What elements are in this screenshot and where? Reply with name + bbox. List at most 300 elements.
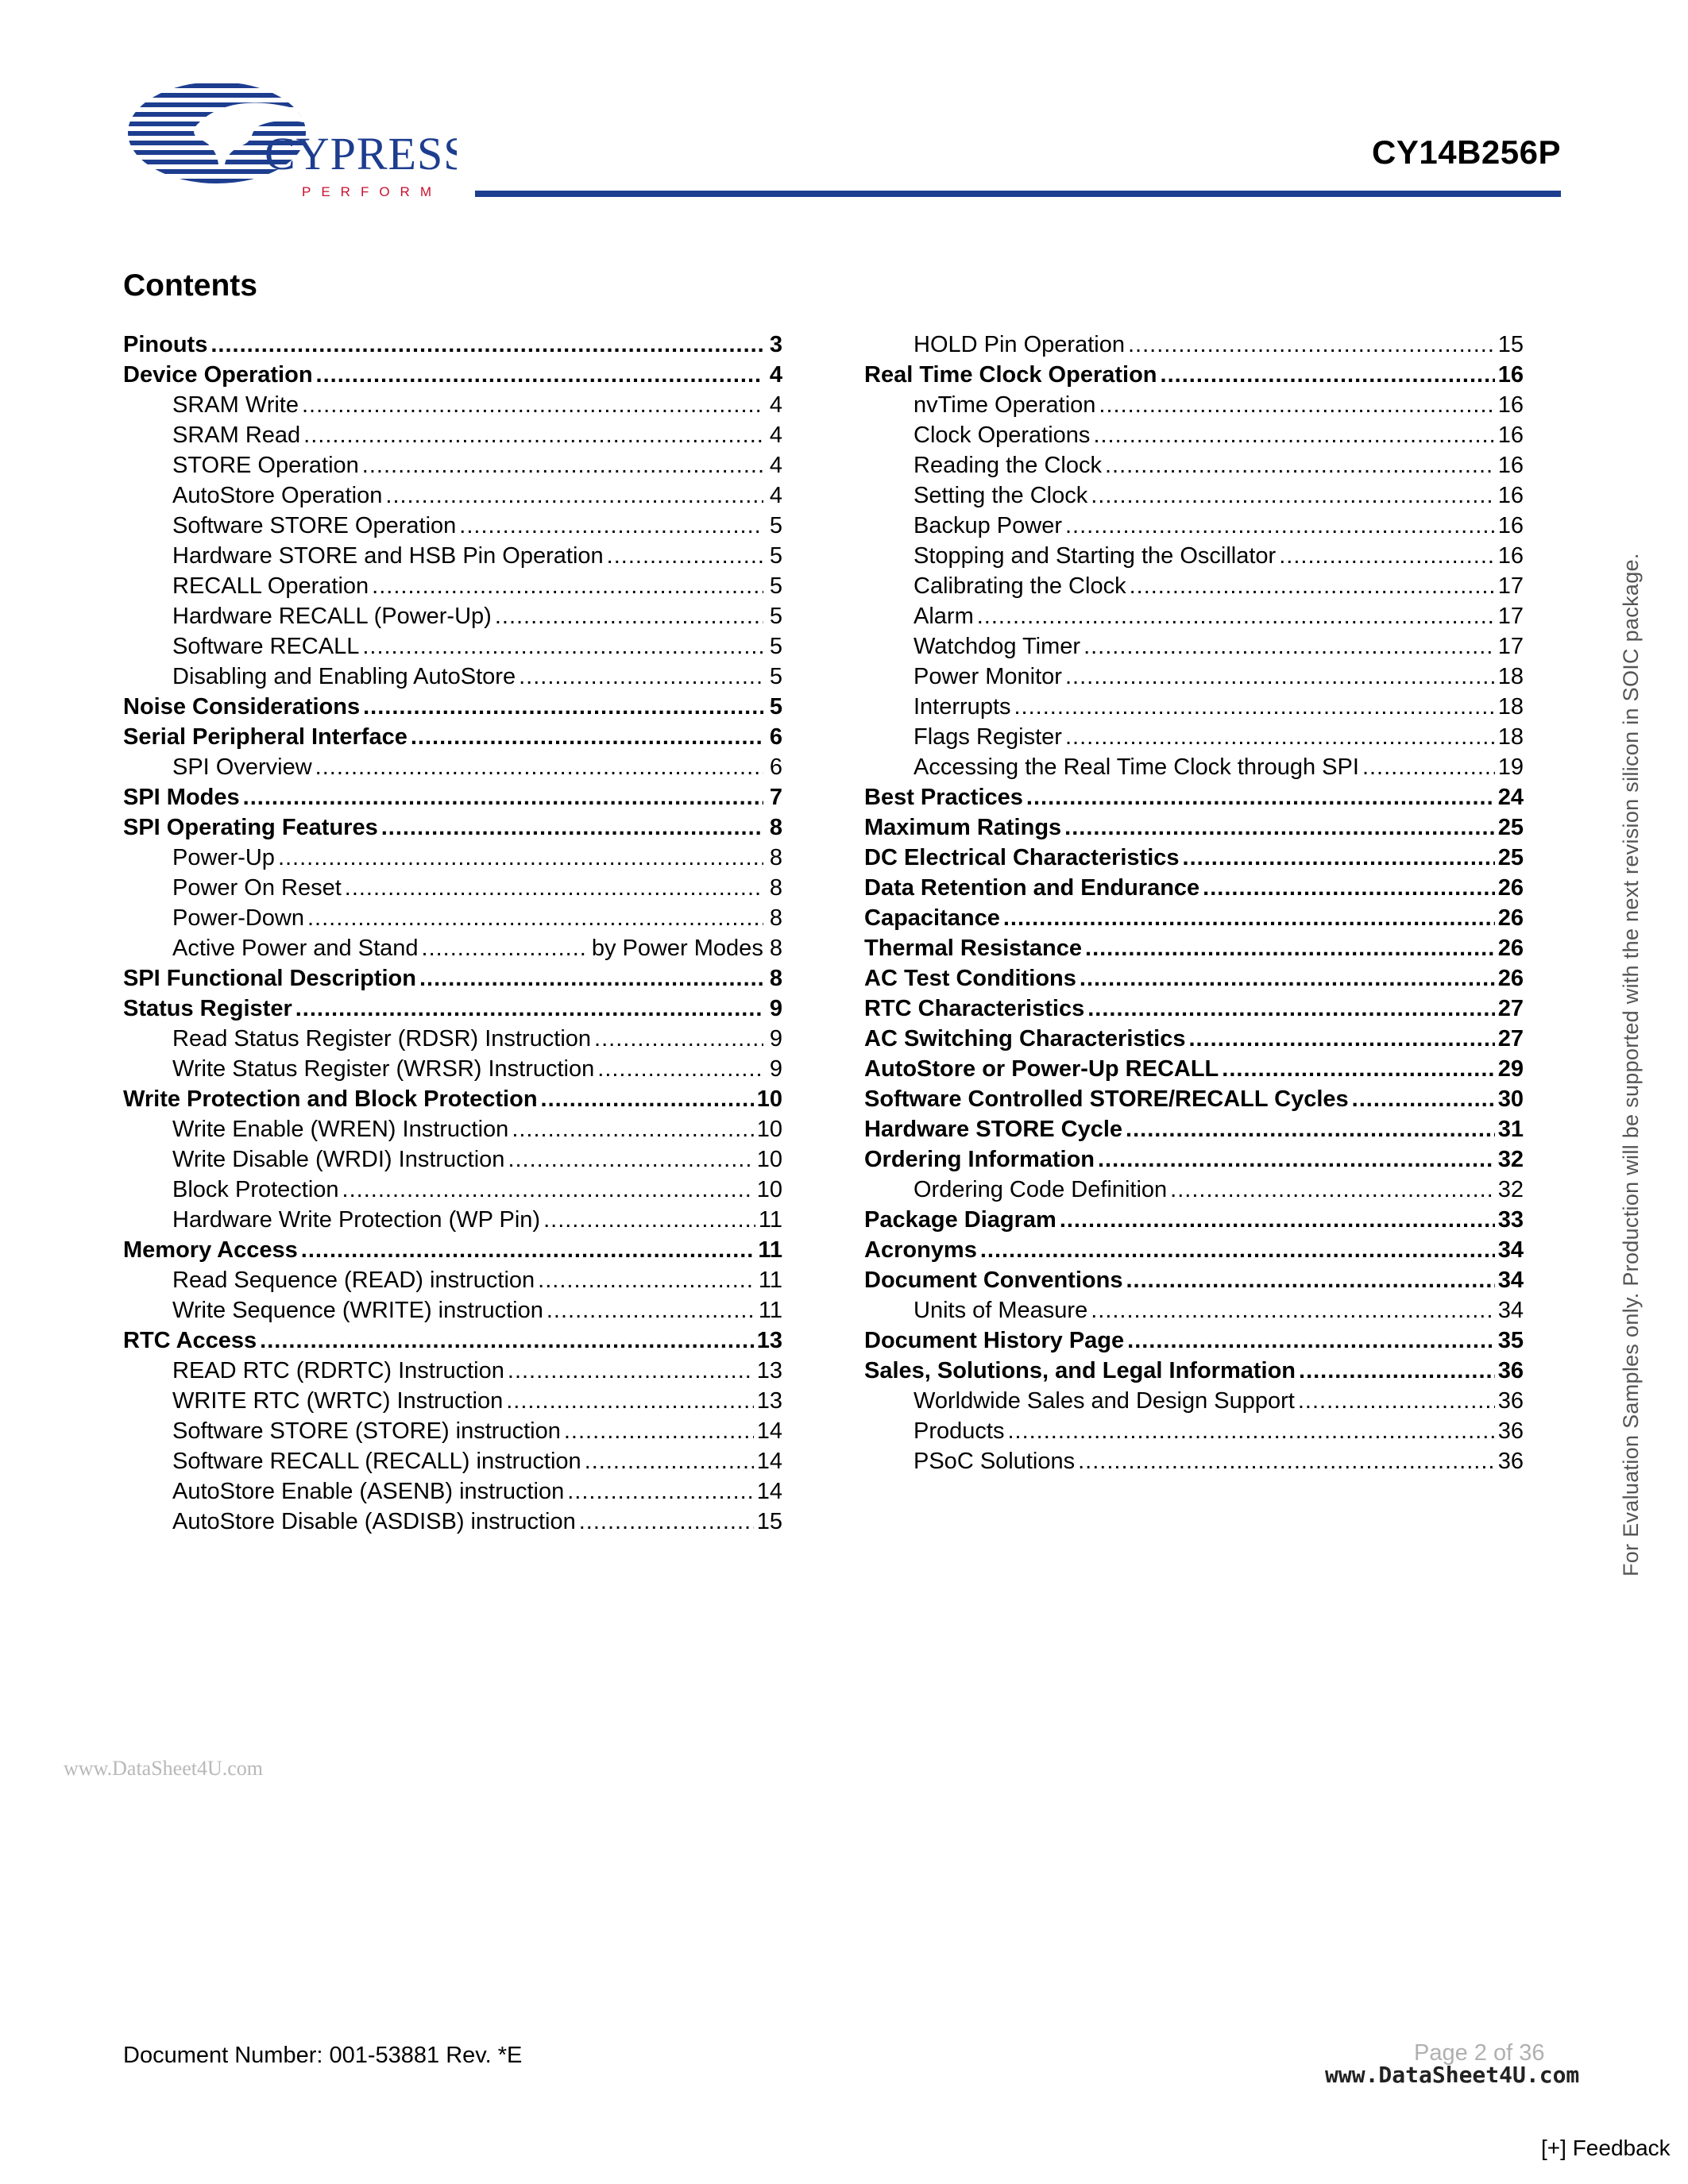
toc-entry-page: 32 <box>1497 1177 1524 1202</box>
toc-subsection-entry[interactable] <box>123 631 782 662</box>
toc-entry-page: 16 <box>1497 543 1524 569</box>
toc-dot-leader <box>342 1175 754 1205</box>
toc-dot-leader <box>585 1446 754 1476</box>
toc-subsection-entry[interactable] <box>123 571 782 601</box>
toc-entry-title: Hardware STORE Cycle <box>864 1117 1123 1142</box>
toc-entry-page: 16 <box>1497 483 1524 508</box>
toc-dot-leader <box>579 1507 754 1537</box>
toc-entry-title: DC Electrical Characteristics <box>864 845 1180 870</box>
toc-entry-page: 36 <box>1497 1388 1524 1414</box>
toc-dot-leader <box>1203 873 1495 903</box>
toc-dot-leader <box>597 1054 763 1084</box>
toc-subsection-entry[interactable] <box>864 1295 1524 1325</box>
toc-entry-page: 17 <box>1497 604 1524 629</box>
toc-section-entry[interactable] <box>123 692 782 722</box>
toc-left-column <box>123 330 782 1537</box>
toc-dot-leader <box>1098 1144 1495 1175</box>
toc-dot-leader <box>1362 752 1495 782</box>
toc-subsection-entry[interactable] <box>123 1144 782 1175</box>
toc-entry-page: 10 <box>756 1117 782 1142</box>
toc-dot-leader <box>607 541 763 571</box>
toc-entry-title: Memory Access <box>123 1237 298 1263</box>
cypress-logo <box>123 75 457 210</box>
toc-entry-page: 3 <box>769 332 782 357</box>
toc-dot-leader <box>1183 843 1495 873</box>
toc-dot-leader <box>1078 1446 1495 1476</box>
toc-dot-leader <box>211 330 763 360</box>
footer-watermark-link[interactable]: www.DataSheet4U.com <box>1325 2062 1580 2088</box>
toc-entry-page: 10 <box>756 1177 782 1202</box>
cypress-globe-icon <box>123 75 457 210</box>
toc-entry-page: 17 <box>1497 573 1524 599</box>
toc-entry-title: Acronyms <box>864 1237 977 1263</box>
toc-entry-page: 13 <box>756 1388 782 1414</box>
toc-entry-page: 11 <box>758 1207 782 1233</box>
toc-entry-page: 5 <box>769 604 782 629</box>
toc-section-entry[interactable] <box>864 843 1524 873</box>
toc-subsection-entry[interactable] <box>864 571 1524 601</box>
toc-dot-leader <box>1091 1295 1495 1325</box>
toc-entry-title: Write Sequence (WRITE) instruction <box>172 1298 543 1323</box>
toc-entry-page: 4 <box>769 362 782 388</box>
toc-section-entry[interactable] <box>864 1114 1524 1144</box>
toc-dot-leader <box>1299 1356 1495 1386</box>
toc-dot-leader <box>1007 1416 1494 1446</box>
toc-dot-leader <box>295 994 763 1024</box>
toc-entry-page: 18 <box>1497 694 1524 720</box>
toc-dot-leader <box>315 752 763 782</box>
toc-subsection-entry[interactable] <box>864 511 1524 541</box>
toc-section-entry[interactable] <box>864 1356 1524 1386</box>
toc-entry-title: Device Operation <box>123 362 313 388</box>
toc-entry-title: Reading the Clock <box>914 453 1102 478</box>
toc-section-entry[interactable] <box>864 1144 1524 1175</box>
toc-entry-page: 5 <box>769 664 782 689</box>
toc-subsection-entry[interactable] <box>123 450 782 480</box>
toc-entry-page: 31 <box>1497 1117 1524 1142</box>
toc-dot-leader <box>1105 450 1495 480</box>
toc-entry-page: 11 <box>758 1298 782 1323</box>
toc-entry-title: Software Controlled STORE/RECALL Cycles <box>864 1086 1349 1112</box>
toc-entry-page: 26 <box>1497 936 1524 961</box>
toc-dot-leader <box>1161 360 1495 390</box>
toc-entry-title: RTC Access <box>123 1328 257 1353</box>
evaluation-side-note: For Evaluation Samples only. Production will be supported with the next revision silicon in SOIC package. <box>1619 553 1643 1576</box>
toc-entry-page: 16 <box>1497 453 1524 478</box>
toc-dot-leader <box>538 1265 755 1295</box>
toc-entry-title: Ordering Code Definition <box>914 1177 1168 1202</box>
toc-entry-title: Flags Register <box>914 724 1062 750</box>
toc-dot-leader <box>1026 782 1495 812</box>
toc-dot-leader <box>1087 994 1495 1024</box>
toc-entry-title: STORE Operation <box>172 453 359 478</box>
toc-dot-leader <box>1065 722 1495 752</box>
toc-entry-title: AutoStore or Power-Up RECALL <box>864 1056 1219 1082</box>
toc-dot-leader <box>316 360 763 390</box>
toc-entry-page: 5 <box>769 634 782 659</box>
toc-dot-leader <box>506 1386 754 1416</box>
toc-dot-leader <box>372 571 763 601</box>
toc-section-entry[interactable] <box>123 812 782 843</box>
toc-entry-title: Watchdog Timer <box>914 634 1081 659</box>
toc-entry-page: 27 <box>1497 1026 1524 1051</box>
toc-entry-page: 34 <box>1497 1298 1524 1323</box>
toc-entry-title: HOLD Pin Operation <box>914 332 1125 357</box>
toc-section-entry[interactable] <box>864 903 1524 933</box>
toc-dot-leader <box>302 390 763 420</box>
toc-entry-page: 10 <box>756 1147 782 1172</box>
toc-entry-page: 5 <box>769 513 782 538</box>
toc-entry-title: Setting the Clock <box>914 483 1088 508</box>
toc-entry-title: Data Retention and Endurance <box>864 875 1200 901</box>
toc-section-entry[interactable] <box>864 812 1524 843</box>
toc-entry-title: Noise Considerations <box>123 694 361 720</box>
toc-entry-title: Read Status Register (RDSR) Instruction <box>172 1026 592 1051</box>
toc-entry-page: 16 <box>1497 423 1524 448</box>
toc-subsection-entry[interactable] <box>864 450 1524 480</box>
toc-section-entry[interactable] <box>864 873 1524 903</box>
toc-section-entry[interactable] <box>123 994 782 1024</box>
toc-entry-page: 11 <box>758 1268 782 1293</box>
toc-entry-page: 36 <box>1497 1418 1524 1444</box>
toc-entry-page: 14 <box>756 1418 782 1444</box>
toc-entry-page: 5 <box>769 573 782 599</box>
toc-subsection-entry[interactable] <box>123 1114 782 1144</box>
toc-entry-page: 18 <box>1497 724 1524 750</box>
toc-subsection-entry[interactable] <box>864 420 1524 450</box>
toc-dot-leader <box>1093 420 1494 450</box>
toc-right-column <box>864 330 1524 1476</box>
toc-dot-leader <box>543 1205 755 1235</box>
logo-tagline-text: PERFORM <box>302 184 442 199</box>
toc-entry-title: SPI Overview <box>172 754 312 780</box>
toc-section-entry[interactable] <box>864 963 1524 994</box>
toc-subsection-entry[interactable] <box>864 662 1524 692</box>
toc-entry-title: Power Monitor <box>914 664 1062 689</box>
toc-section-entry[interactable] <box>864 1084 1524 1114</box>
toc-dot-leader <box>1080 963 1495 994</box>
toc-entry-title: Hardware Write Protection (WP Pin) <box>172 1207 541 1233</box>
toc-entry-page: 24 <box>1497 785 1524 810</box>
toc-dot-leader <box>422 933 589 963</box>
toc-dot-leader <box>1014 692 1495 722</box>
toc-subsection-entry[interactable] <box>123 601 782 631</box>
toc-entry-page: 25 <box>1497 815 1524 840</box>
toc-subsection-entry[interactable] <box>123 873 782 903</box>
toc-dot-leader <box>363 692 763 722</box>
toc-dot-leader <box>564 1416 754 1446</box>
toc-section-entry[interactable] <box>123 330 782 360</box>
toc-entry-title: AC Switching Characteristics <box>864 1026 1186 1051</box>
toc-entry-page: 36 <box>1497 1449 1524 1474</box>
toc-entry-page: 18 <box>1497 664 1524 689</box>
toc-section-entry[interactable] <box>864 1054 1524 1084</box>
toc-dot-leader <box>567 1476 753 1507</box>
toc-entry-page: 8 <box>769 966 782 991</box>
toc-subsection-entry[interactable] <box>123 1175 782 1205</box>
toc-dot-leader <box>508 1144 753 1175</box>
toc-entry-page: 10 <box>756 1086 782 1112</box>
document-id: CY14B256P <box>1372 133 1561 171</box>
toc-entry-title: AC Test Conditions <box>864 966 1076 991</box>
toc-entry-title: Serial Peripheral Interface <box>123 724 408 750</box>
toc-entry-page: 4 <box>769 483 782 508</box>
toc-subsection-entry[interactable] <box>123 1024 782 1054</box>
toc-section-entry[interactable] <box>864 1205 1524 1235</box>
toc-dot-leader <box>362 450 763 480</box>
toc-dot-leader <box>594 1024 763 1054</box>
toc-subsection-entry[interactable] <box>864 1386 1524 1416</box>
toc-entry-title: Interrupts <box>914 694 1011 720</box>
toc-dot-leader <box>1170 1175 1495 1205</box>
toc-entry-title: AutoStore Operation <box>172 483 383 508</box>
toc-dot-leader <box>385 480 763 511</box>
toc-entry-title: Document Conventions <box>864 1268 1123 1293</box>
toc-entry-page: 19 <box>1497 754 1524 780</box>
toc-section-entry[interactable] <box>123 963 782 994</box>
toc-section-entry[interactable] <box>864 1235 1524 1265</box>
toc-subsection-entry[interactable] <box>123 903 782 933</box>
toc-subsection-entry[interactable] <box>123 933 782 963</box>
toc-dot-leader <box>1083 631 1495 662</box>
toc-entry-title: Software RECALL <box>172 634 360 659</box>
toc-entry-title: Write Disable (WRDI) Instruction <box>172 1147 505 1172</box>
header-rule <box>475 191 1561 197</box>
toc-dot-leader <box>1065 511 1495 541</box>
toc-section-entry[interactable] <box>123 1325 782 1356</box>
toc-entry-title: Active Power and Stand <box>172 936 419 961</box>
toc-entry-title: SRAM Read <box>172 423 301 448</box>
toc-dot-leader <box>980 1235 1495 1265</box>
toc-subsection-entry[interactable] <box>123 1416 782 1446</box>
toc-entry-title: SRAM Write <box>172 392 299 418</box>
toc-dot-leader <box>1222 1054 1494 1084</box>
toc-section-entry[interactable] <box>864 1265 1524 1295</box>
toc-section-entry[interactable] <box>864 782 1524 812</box>
toc-section-entry[interactable] <box>123 360 782 390</box>
toc-dot-leader <box>459 511 763 541</box>
toc-entry-page: 26 <box>1497 966 1524 991</box>
toc-dot-leader <box>1091 480 1495 511</box>
toc-entry-page: 5 <box>769 694 782 720</box>
toc-dot-leader <box>362 631 763 662</box>
toc-entry-title: Write Status Register (WRSR) Instruction <box>172 1056 595 1082</box>
toc-entry-title: AutoStore Disable (ASDISB) instruction <box>172 1509 576 1534</box>
toc-entry-title: Write Protection and Block Protection <box>123 1086 538 1112</box>
toc-entry-title: Accessing the Real Time Clock through SPI <box>914 754 1359 780</box>
toc-entry-page: 5 <box>769 543 782 569</box>
toc-section-entry[interactable] <box>864 1024 1524 1054</box>
toc-dot-leader <box>260 1325 754 1356</box>
toc-subsection-entry[interactable] <box>864 722 1524 752</box>
toc-entry-title: Alarm <box>914 604 974 629</box>
toc-entry-page: 27 <box>1497 996 1524 1021</box>
toc-dot-leader <box>1189 1024 1495 1054</box>
toc-section-entry[interactable] <box>864 1325 1524 1356</box>
toc-dot-leader <box>307 903 763 933</box>
feedback-link[interactable]: [+] Feedback <box>1541 2136 1671 2160</box>
toc-dot-leader <box>345 873 763 903</box>
toc-section-entry[interactable] <box>864 994 1524 1024</box>
toc-entry-page: 33 <box>1497 1207 1524 1233</box>
footer-page-number: Page 2 of 36 <box>1414 2040 1545 2066</box>
toc-dot-leader <box>1352 1084 1495 1114</box>
toc-subsection-entry[interactable] <box>123 420 782 450</box>
toc-subsection-entry[interactable] <box>123 1386 782 1416</box>
toc-entry-title: nvTime Operation <box>914 392 1096 418</box>
toc-entry-page: 7 <box>769 785 782 810</box>
toc-entry-title: Maximum Ratings <box>864 815 1062 840</box>
toc-entry-title: Power-Down <box>172 905 304 931</box>
toc-section-entry[interactable] <box>123 722 782 752</box>
footer-document-number: Document Number: 001-53881 Rev. *E <box>123 2043 523 2068</box>
toc-entry-page: 8 <box>769 815 782 840</box>
toc-entry-title: Disabling and Enabling AutoStore <box>172 664 516 689</box>
toc-entry-title: Thermal Resistance <box>864 936 1083 961</box>
toc-subsection-entry[interactable] <box>864 330 1524 360</box>
toc-subsection-entry[interactable] <box>123 1265 782 1295</box>
toc-subsection-entry[interactable] <box>864 631 1524 662</box>
toc-dot-leader <box>1099 390 1494 420</box>
toc-subsection-entry[interactable] <box>864 752 1524 782</box>
toc-dot-leader <box>1126 1114 1495 1144</box>
toc-subsection-entry[interactable] <box>123 480 782 511</box>
toc-entry-title: Capacitance <box>864 905 1000 931</box>
toc-entry-page: 6 <box>769 724 782 750</box>
toc-dot-leader <box>278 843 763 873</box>
toc-entry-page: 16 <box>1497 392 1524 418</box>
toc-subsection-entry[interactable] <box>864 1175 1524 1205</box>
toc-entry-page: 4 <box>769 453 782 478</box>
toc-entry-page: 14 <box>756 1479 782 1504</box>
toc-dot-leader <box>301 1235 755 1265</box>
toc-entry-title: Ordering Information <box>864 1147 1095 1172</box>
toc-dot-leader <box>1060 1205 1495 1235</box>
toc-entry-page: 15 <box>756 1509 782 1534</box>
toc-dot-leader <box>1127 1325 1495 1356</box>
toc-subsection-entry[interactable] <box>864 1446 1524 1476</box>
toc-entry-page: 25 <box>1497 845 1524 870</box>
toc-entry-page: 9 <box>769 1056 782 1082</box>
toc-dot-leader <box>1064 812 1495 843</box>
toc-section-entry[interactable] <box>123 1084 782 1114</box>
toc-dot-leader <box>419 963 763 994</box>
toc-section-entry[interactable] <box>123 782 782 812</box>
toc-dot-leader <box>1126 1265 1494 1295</box>
toc-entry-page: 34 <box>1497 1237 1524 1263</box>
toc-subsection-entry[interactable] <box>123 511 782 541</box>
toc-entry-title: WRITE RTC (WRTC) Instruction <box>172 1388 504 1414</box>
toc-entry-page: 16 <box>1497 362 1524 388</box>
watermark-link[interactable]: www.DataSheet4U.com <box>64 1757 264 1780</box>
toc-subsection-entry[interactable] <box>864 692 1524 722</box>
toc-dot-leader <box>243 782 763 812</box>
toc-dot-leader <box>411 722 763 752</box>
toc-subsection-entry[interactable] <box>864 1416 1524 1446</box>
toc-section-entry[interactable] <box>123 1235 782 1265</box>
toc-entry-page: 8 <box>769 905 782 931</box>
toc-entry-title: Status Register <box>123 996 292 1021</box>
toc-entry-title: Sales, Solutions, and Legal Information <box>864 1358 1296 1383</box>
toc-subsection-entry[interactable] <box>123 390 782 420</box>
toc-dot-leader <box>541 1084 754 1114</box>
toc-subsection-entry[interactable] <box>864 390 1524 420</box>
toc-dot-leader <box>303 420 763 450</box>
toc-dot-leader <box>977 601 1495 631</box>
toc-entry-page: 9 <box>769 996 782 1021</box>
toc-entry-title: Hardware RECALL (Power-Up) <box>172 604 492 629</box>
toc-entry-page: 6 <box>769 754 782 780</box>
toc-entry-title: Software RECALL (RECALL) instruction <box>172 1449 581 1474</box>
toc-subsection-entry[interactable] <box>123 752 782 782</box>
toc-entry-title: Products <box>914 1418 1005 1444</box>
toc-entry-title: Stopping and Starting the Oscillator <box>914 543 1277 569</box>
toc-dot-leader <box>495 601 763 631</box>
toc-entry-page: 29 <box>1497 1056 1524 1082</box>
toc-entry-title: Backup Power <box>914 513 1062 538</box>
toc-entry-page: 30 <box>1497 1086 1524 1112</box>
toc-dot-leader <box>1003 903 1495 933</box>
toc-entry-title: Power-Up <box>172 845 275 870</box>
toc-entry-title: READ RTC (RDRTC) Instruction <box>172 1358 504 1383</box>
contents-title: Contents <box>123 268 257 303</box>
logo-brand-text: CYPRESS <box>265 128 457 179</box>
toc-subsection-entry[interactable] <box>123 1205 782 1235</box>
toc-subsection-entry[interactable] <box>123 662 782 692</box>
toc-subsection-entry[interactable] <box>864 480 1524 511</box>
toc-entry-title: Calibrating the Clock <box>914 573 1126 599</box>
toc-dot-leader <box>1279 541 1495 571</box>
toc-subsection-entry[interactable] <box>123 1295 782 1325</box>
toc-entry-page: 16 <box>1497 513 1524 538</box>
toc-subsection-entry[interactable] <box>864 601 1524 631</box>
toc-entry-title: Power On Reset <box>172 875 342 901</box>
toc-section-entry[interactable] <box>864 360 1524 390</box>
toc-entry-page: 26 <box>1497 875 1524 901</box>
toc-entry-title: SPI Operating Features <box>123 815 378 840</box>
toc-subsection-entry[interactable] <box>864 541 1524 571</box>
toc-subsection-entry[interactable] <box>123 843 782 873</box>
toc-subsection-entry[interactable] <box>123 541 782 571</box>
toc-section-entry[interactable] <box>864 933 1524 963</box>
toc-dot-leader <box>1128 330 1495 360</box>
toc-entry-page: 35 <box>1497 1328 1524 1353</box>
toc-subsection-entry[interactable] <box>123 1476 782 1507</box>
toc-entry-title: Software STORE Operation <box>172 513 457 538</box>
toc-entry-title: Write Enable (WREN) Instruction <box>172 1117 509 1142</box>
toc-entry-page: 13 <box>756 1328 782 1353</box>
toc-dot-leader <box>519 662 763 692</box>
toc-entry-page: 13 <box>756 1358 782 1383</box>
toc-entry-title: RTC Characteristics <box>864 996 1085 1021</box>
toc-dot-leader <box>1130 571 1495 601</box>
toc-entry-page: 9 <box>769 1026 782 1051</box>
toc-subsection-entry[interactable] <box>123 1446 782 1476</box>
toc-entry-title: Clock Operations <box>914 423 1091 448</box>
toc-subsection-entry[interactable] <box>123 1507 782 1537</box>
toc-subsection-entry[interactable] <box>123 1356 782 1386</box>
toc-entry-title: Best Practices <box>864 785 1023 810</box>
toc-subsection-entry[interactable] <box>123 1054 782 1084</box>
toc-entry-page: 26 <box>1497 905 1524 931</box>
toc-entry-page: 11 <box>758 1237 782 1263</box>
toc-entry-title: AutoStore Enable (ASENB) instruction <box>172 1479 565 1504</box>
toc-entry-page: by Power Modes 8 <box>591 936 782 961</box>
toc-dot-leader <box>512 1114 753 1144</box>
toc-entry-page: 4 <box>769 423 782 448</box>
toc-entry-title: Real Time Clock Operation <box>864 362 1157 388</box>
toc-entry-page: 4 <box>769 392 782 418</box>
